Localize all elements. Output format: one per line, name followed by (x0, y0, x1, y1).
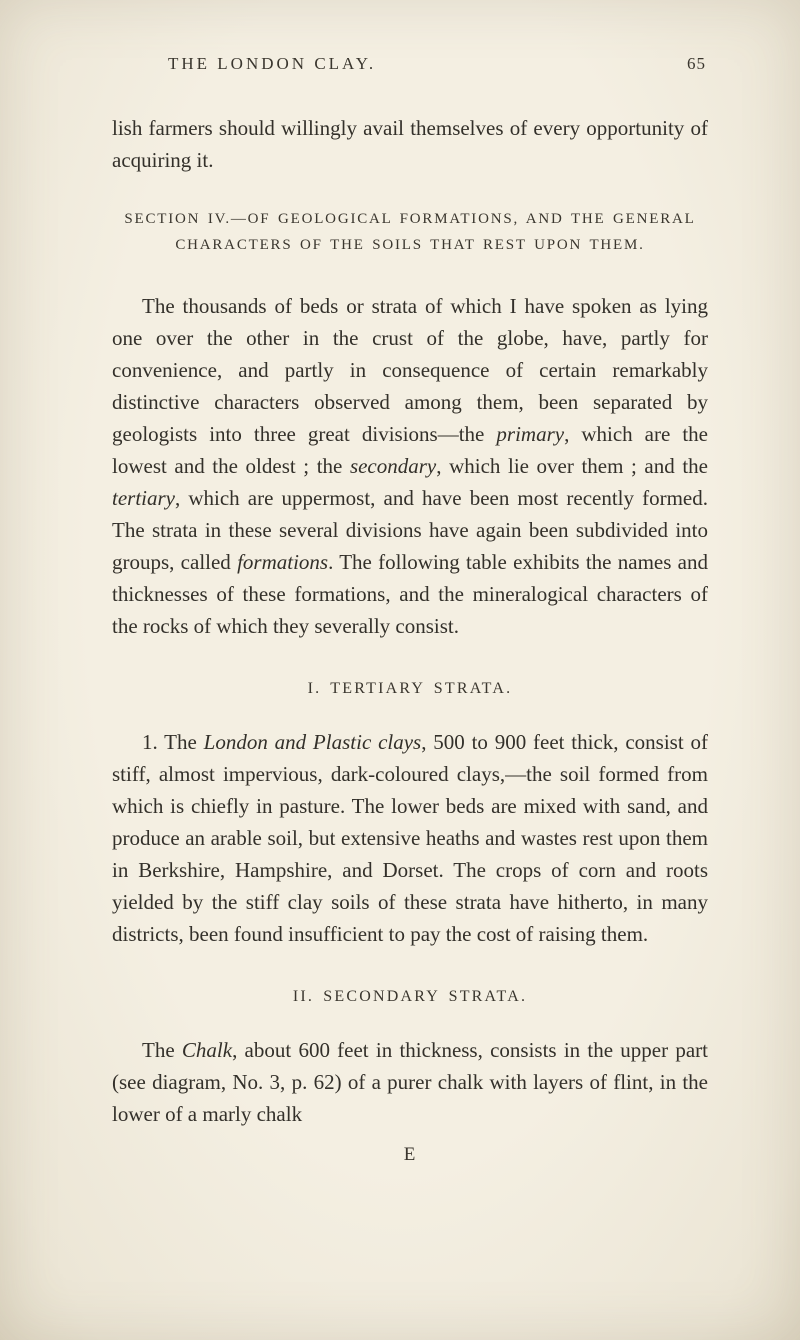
paragraph (112, 112, 708, 176)
italic-text-segment: secondary (349, 454, 437, 478)
text-segment: , about 600 feet in thickness, consists in the upper part (see diagram, No. 3, p. 62) of a purer chalk with layers of flint, in the lower of a marly chalk (112, 1038, 708, 1126)
paragraph (112, 290, 708, 642)
page-number: 65 (687, 54, 706, 73)
text-segment: The (142, 1038, 182, 1062)
text-segment: . The following table exhibits the names and thicknesses of these formations, and the mineralogical characters of the rocks of which they severally consist. (112, 550, 708, 638)
text-segment: SECTION IV.—OF GEOLOGICAL FORMATIONS, AND THE GENERAL CHARACTERS OF THE SOILS THAT REST UPON THEM. (124, 211, 696, 253)
text-segment: , 500 to 900 feet thick, consist of stiff, almost impervious, dark-coloured clays,—the soil formed from which is chiefly in pasture. The lower beds are mixed with sand, and produce an arable soil, but extensive heaths and wastes rest upon them in Berkshire, Hampshire, and Dorset. The crops of corn and roots yielded by the stiff clay soils of these strata have hitherto, in many districts, been found insufficient to pay the cost of raising them. (112, 730, 708, 946)
page-header (112, 54, 708, 78)
text-segment: lish farmers should willingly avail themselves of every opportunity of acquiring it. (112, 116, 708, 172)
italic-text-segment: Chalk (181, 1038, 233, 1062)
page-content (112, 112, 708, 1130)
text-segment: , which are uppermost, and have been most recently formed. The strata in these several divisions have again been subdivided into groups, called (112, 486, 708, 574)
text-segment: 1. The (142, 730, 204, 754)
italic-text-segment: formations (237, 550, 329, 574)
signature-mark: E (403, 1144, 417, 1165)
subheading (112, 678, 708, 700)
subheading (112, 986, 708, 1008)
text-segment: I. TERTIARY STRATA. (307, 680, 513, 697)
italic-text-segment: primary (496, 422, 565, 446)
page-footer (112, 1144, 708, 1166)
section-heading (118, 206, 702, 258)
running-title: THE LONDON CLAY. (168, 54, 377, 73)
text-segment: , which are the lowest and the oldest ; the (112, 422, 708, 478)
paragraph (112, 726, 708, 950)
italic-text-segment: London and Plastic clays (203, 730, 422, 754)
text-segment: The thousands of beds or strata of which I have spoken as lying one over the other in the crust of the globe, have, partly for convenience, and partly in consequence of certain remarkably distinctive characters observed among them, been separated by geologists into three great divisions—the (112, 294, 708, 446)
paragraph (112, 1034, 708, 1130)
text-segment: , which lie over them ; and the (436, 454, 708, 478)
text-segment: II. SECONDARY STRATA. (292, 988, 528, 1005)
italic-text-segment: tertiary (112, 486, 175, 510)
